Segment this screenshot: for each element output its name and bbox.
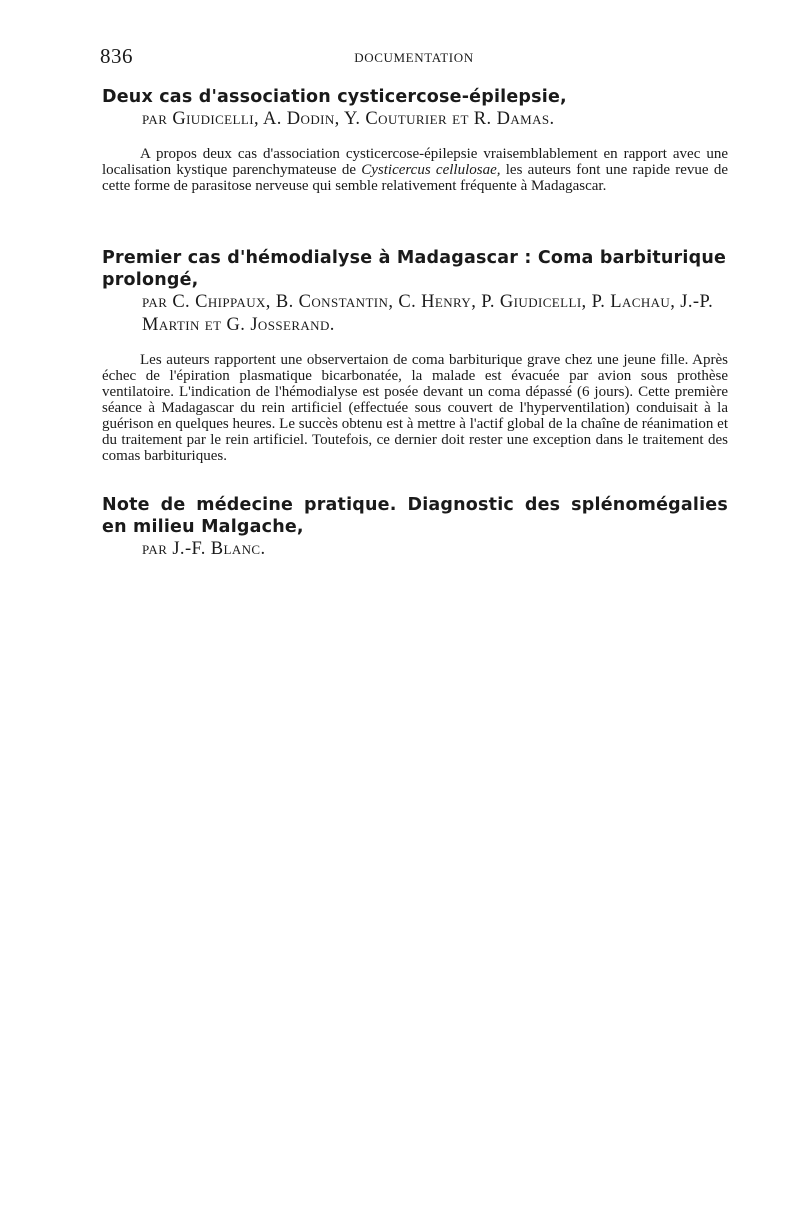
entry-authors: par C. Chippaux, B. Constantin, C. Henry, P. Giudicelli, P. Lachau, J.-P. Martin et G. Josserand.: [142, 292, 714, 335]
abstract-text-end: les auteurs font une rapide revue de cette forme de parasitose nerveuse qui semble relativement fréquente à Madagascar.: [102, 162, 728, 194]
page-number: 836: [100, 44, 133, 68]
entry-title: Premier cas d'hémodialyse à Madagascar : Coma barbiturique prolongé,: [102, 248, 727, 290]
entry-abstract: [102, 146, 728, 194]
species-name: Cysticercus cellulosae,: [361, 162, 501, 178]
entry-abstract: Les auteurs rapportent une observertaion de coma barbiturique grave chez une jeune fille. Après échec de l'épiration plasmatique bicarbonatée, la malade est évacuée par avion sous prothèse ventilatoire. L'indication de l'hémodialyse est posée devant un coma dépassé (6 jours). Cette première séance à Madagascar du rein artificiel (effectuée sous couvert de l'hyperventilation) conduisait à la guérison en quelques heures. Le succès obtenu est à mettre à l'actif global de la chaîne de réanimation et du traitement par le rein artificiel. Toutefois, ce dernier doit rester une exception dans le traitement des comas barbituriques.: [102, 352, 728, 464]
entry-title: Note de médecine pratique. Diagnostic des splénomégalies en milieu Malgache,: [102, 495, 728, 537]
running-head: DOCUMENTATION: [354, 50, 474, 65]
page-header: [100, 44, 728, 74]
entry-authors: par J.-F. Blanc.: [142, 539, 266, 559]
abstract-text-start: A propos deux cas d'association cysticercose-épilepsie vraisemblablement en rapport avec une localisation kystique parenchymateuse de: [102, 146, 728, 178]
entry-title: Deux cas d'association cysticercose-épilepsie,: [102, 87, 567, 107]
abstract-entry: [102, 494, 728, 561]
entry-authors: par Giudicelli, A. Dodin, Y. Couturier et R. Damas.: [142, 109, 555, 129]
abstract-entry: [102, 86, 728, 194]
abstract-entry: [102, 247, 728, 464]
